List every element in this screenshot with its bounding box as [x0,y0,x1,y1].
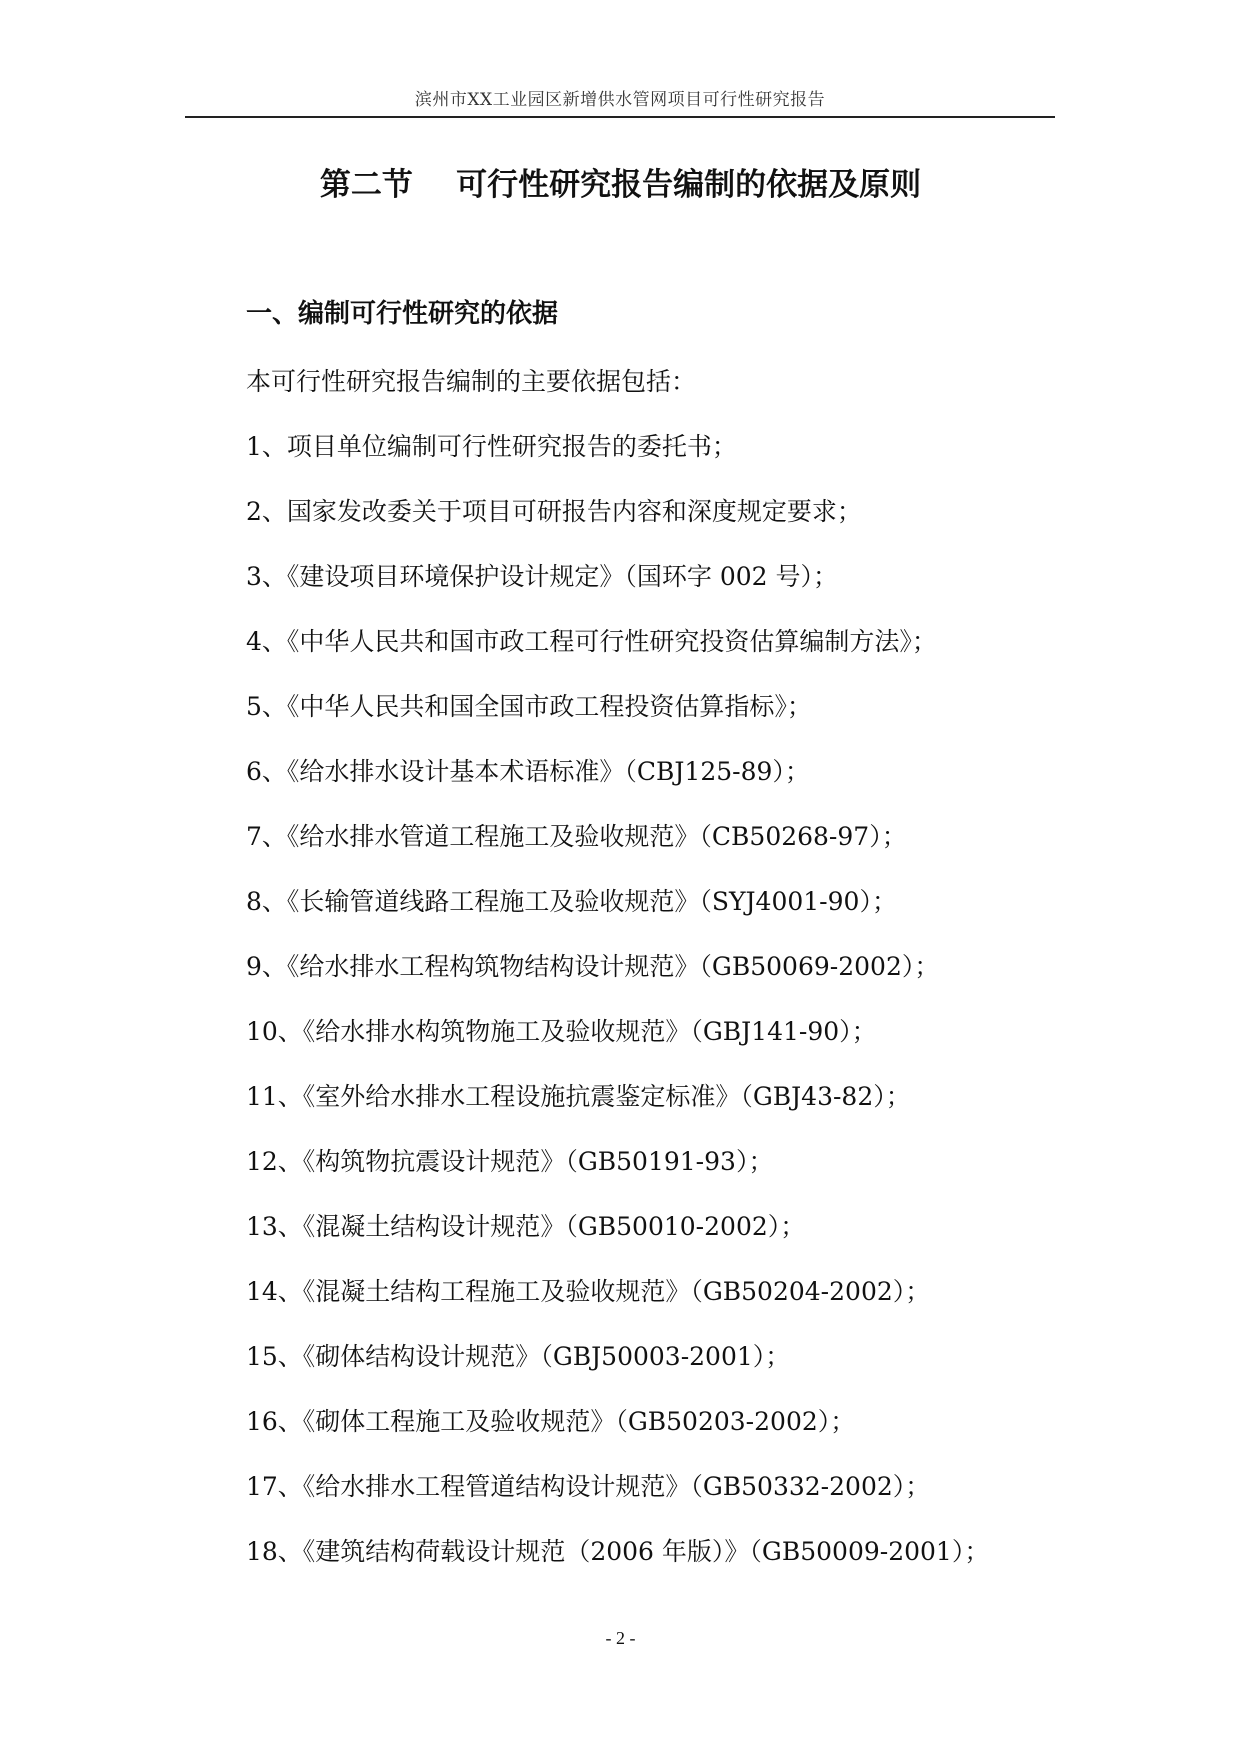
list-item: 10、《给水排水构筑物施工及验收规范》（GBJ141-90）； [246,1017,877,1046]
section-title: 第二节 可行性研究报告编制的依据及原则 [319,167,922,203]
list-item: 1、项目单位编制可行性研究报告的委托书； [246,432,737,461]
running-header: 滨州市XX工业园区新增供水管网项目可行性研究报告 [185,86,1055,118]
list-item: 14、《混凝土结构工程施工及验收规范》（GB50204-2002）； [246,1277,931,1306]
list-item: 8、《长输管道线路工程施工及验收规范》（SYJ4001-90）； [246,887,897,916]
list-item: 5、《中华人民共和国全国市政工程投资估算指标》； [246,692,812,721]
list-item: 2、国家发改委关于项目可研报告内容和深度规定要求； [246,497,862,526]
list-item: 13、《混凝土结构设计规范》（GB50010-2002）； [246,1212,806,1241]
page-number: - 2 - [605,1628,636,1648]
list-item: 6、《给水排水设计基本术语标准》（CBJ125-89）； [246,757,810,786]
list-item: 3、《建设项目环境保护设计规定》（国环字 002 号）； [246,562,839,591]
list-item: 18、《建筑结构荷载设计规范（2006 年版）》（GB50009-2001）； [246,1537,990,1566]
subsection-title: 一、编制可行性研究的依据 [246,299,559,329]
list-item: 16、《砌体工程施工及验收规范》（GB50203-2002）； [246,1407,856,1436]
list-item: 9、《给水排水工程构筑物结构设计规范》（GB50069-2002）； [246,952,940,981]
intro-paragraph: 本可行性研究报告编制的主要依据包括： [246,367,697,396]
list-item: 11、《室外给水排水工程设施抗震鉴定标准》（GBJ43-82）； [246,1082,911,1111]
list-item: 7、《给水排水管道工程施工及验收规范》（CB50268-97）； [246,822,907,851]
list-item: 17、《给水排水工程管道结构设计规范》（GB50332-2002）； [246,1472,931,1501]
list-item: 15、《砌体结构设计规范》（GBJ50003-2001）； [246,1342,791,1371]
list-item: 12、《构筑物抗震设计规范》（GB50191-93）； [246,1147,774,1176]
body-text [246,360,1066,1595]
list-item: 4、《中华人民共和国市政工程可行性研究投资估算编制方法》； [246,627,937,656]
